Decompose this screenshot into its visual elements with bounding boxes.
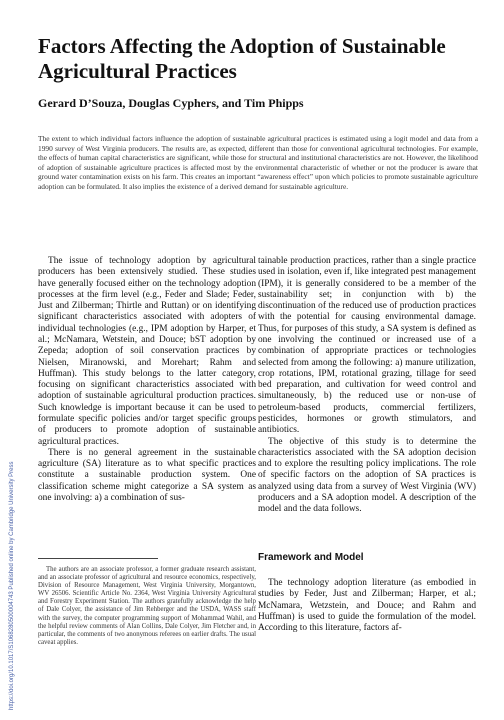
paragraph: There is no general agreement in the sustainable agriculture (SA) literature as to what specific practices constitute a sustainable production system. One classification scheme might categorize a SA system as one involving: a) a combination of sus- bbox=[38, 447, 256, 503]
article-title: Factors Affecting the Adoption of Sustainable Agricultural Practices bbox=[38, 34, 446, 83]
footnote-divider bbox=[38, 558, 158, 559]
doi-link[interactable]: https://doi.org/10.1017/S1068280500004743 Published online by Cambridge University Press bbox=[9, 461, 15, 710]
body-column-left bbox=[38, 256, 256, 528]
article-authors: Gerard D’Souza, Douglas Cyphers, and Tim Phipps bbox=[38, 96, 304, 110]
section-paragraph: The technology adoption literature (as embodied in studies by Feder, Just and Zilberman; Harper, et al.; McNamara, Wetzstein, and Douce; and Rahm and Huffman) is used to guide the formulation of the model. According to this literature, factors af- bbox=[258, 578, 476, 634]
footnote: The authors are an associate professor, a former graduate research assistant, and an associate professor of agricultural and resource economics, respectively, Division of Resource Management, West Virginia University, Morgantown, WV 26506. Scientific Article No. 2364, West Virginia University Agricultural and Forestry Experiment Station. The authors gratefully acknowledge the help of Dale Colyer, the assistance of Jim Rehberger and the USDA, WASS staff with the survey, the computer programming support of Mohammad Wahil, and the helpful review comments of Alan Collins, Dale Colyer, Jim Fletcher and, in particular, the comments of two anonymous referees on earlier drafts. The usual caveat applies. bbox=[38, 566, 256, 646]
abstract: The extent to which individual factors influence the adoption of sustainable agricultural practices is estimated using a logit model and data from a 1990 survey of West Virginia producers. The results are, as expected, different than those for conventional agricultural technologies. For example, the effects of human capital characteristics are significant, while those for structural and institutional characteristics are not. However, the likelihood of adoption of sustainable agriculture practices is affected most by the environmental characteristic of whether or not the producer is aware that ground water contamination exists on his farm. This creates an important “awareness effect” upon which policies to promote sustainable agriculture adoption can be formulated. It also implies the existence of a derived demand for sustainable agriculture. bbox=[38, 134, 478, 191]
paragraph: The issue of technology adoption by agricultural producers has been extensively studied. These studies have generally focused either on the technology adoption processes at the firm level (e.g., Feder and Slade; Feder, Just and Zilberman; Thirtle and Ruttan) or on identifying significant characteristics associated with adopters of individual technologies (e.g., IPM adoption by Harper, et al.; McNamara, Wetstein, and Douce; bST adoption by Zepeda; adoption of soil conservation practices by Nielsen, Miranowski, and Morehart; Rahm and Huffman). This study belongs to the latter category, focusing on significant characteristics associated with adoption of sustainable agricultural production practices. Such knowledge is important because it can be used to formulate specific policies and/or target specific groups of producers to promote adoption of sustainable agricultural practices. bbox=[38, 256, 256, 447]
paragraph: tainable production practices, rather than a single practice used in isolation, even if, like integrated pest management (IPM), it is generally considered to be a member of the sustainability set; in conjunction with b) the discontinuation of the reduced use of production practices with the potential for causing environmental damage. Thus, for purposes of this study, a SA system is defined as one involving the continued or increased use of a combination of appropriate practices or technologies selected from among the following: a) manure utilization, crop rotations, IPM, rotational grazing, tillage for seed bed preparation, and cultivation for weed control and simultaneously, b) the reduced use or non-use of petroleum-based products, commercial fertilizers, pesticides, hormones or growth stimulators, and antibiotics. bbox=[258, 256, 476, 436]
section-heading: Framework and Model bbox=[258, 552, 364, 563]
paragraph: The objective of this study is to determine the characteristics associated with the SA adoption decision and to explore the resulting policy implications. The role of specific factors on the adoption of SA practices is analyzed using data from a survey of West Virginia (WV) producers and a SA adoption model. A description of the model and the data follows. bbox=[258, 436, 476, 515]
body-column-right bbox=[258, 256, 476, 536]
